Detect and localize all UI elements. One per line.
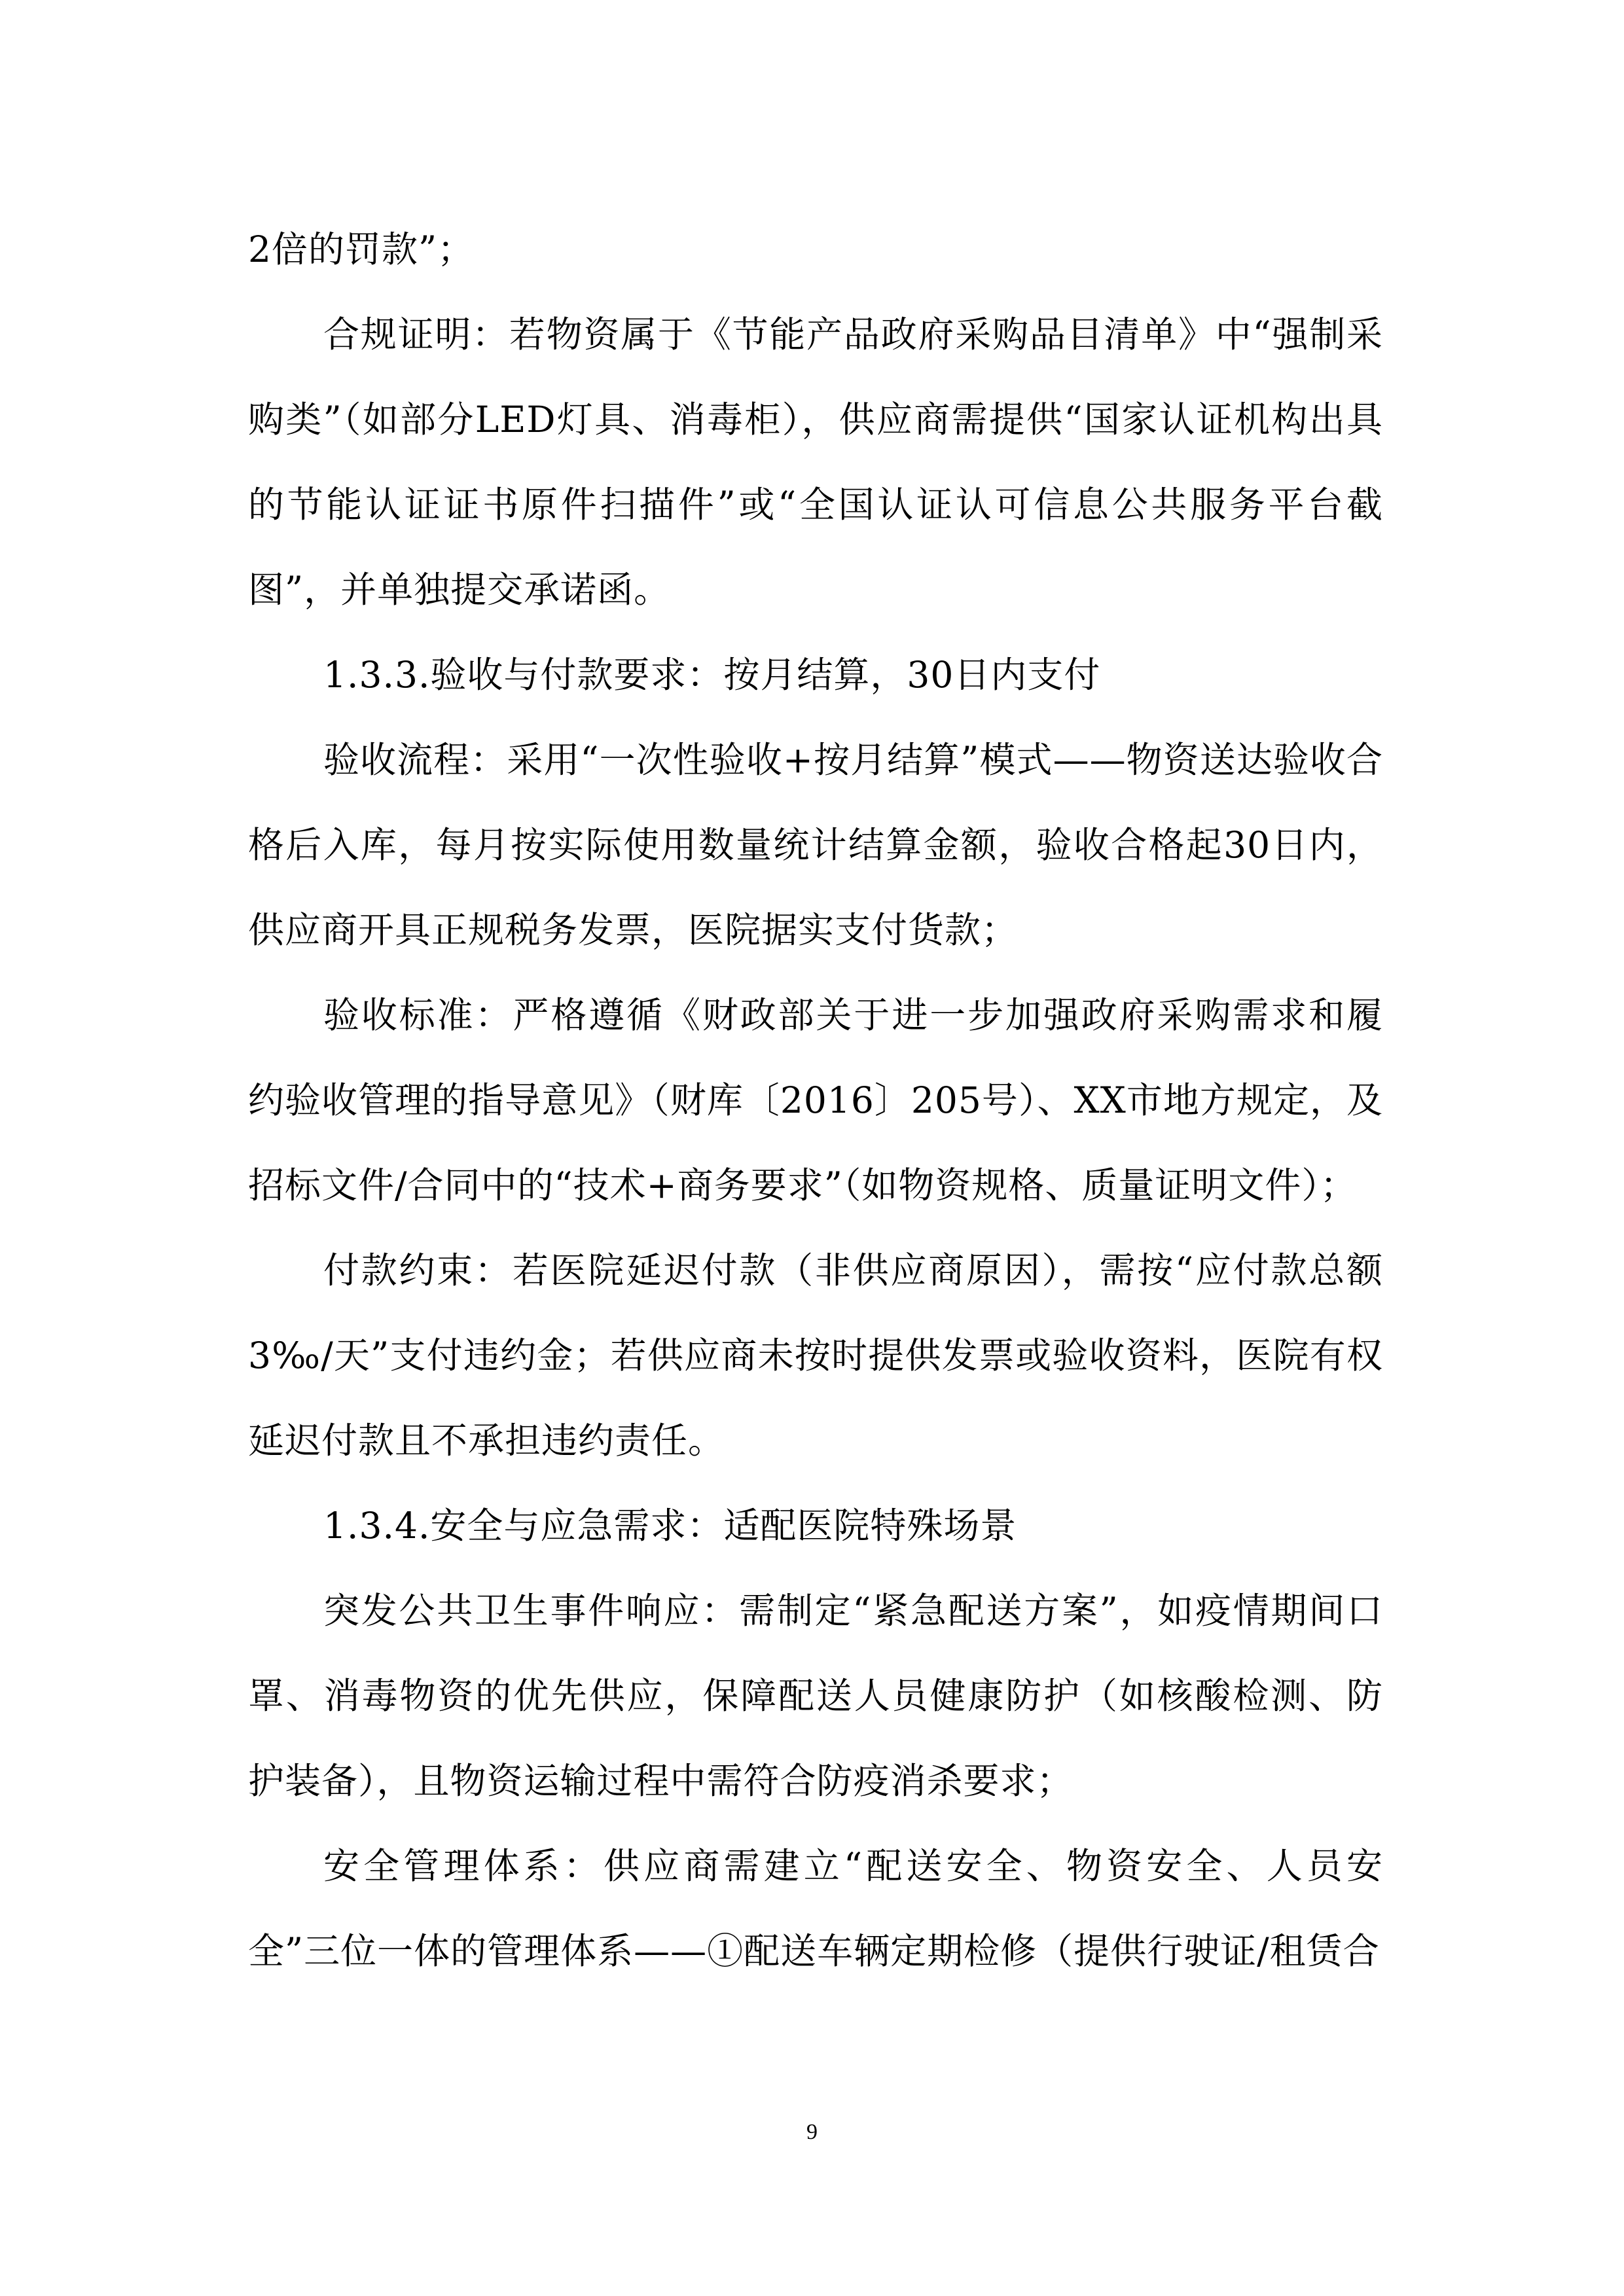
- paragraph-acceptance-standard: 验收标准：严格遵循《财政部关于进一步加强政府采购需求和履约验收管理的指导意见》（财库〔2016〕205号）、XX市地方规定，及招标文件/合同中的“技术+商务要求”（如物资规格、质量证明文件）；: [248, 994, 1383, 1206]
- section-heading-1-3-3: 1.3.3.验收与付款要求：按月结算，30日内支付: [323, 654, 1101, 696]
- section-heading-1-3-4: 1.3.4.安全与应急需求：适配医院特殊场景: [323, 1505, 1017, 1547]
- paragraph-compliance-proof: 合规证明：若物资属于《节能产品政府采购品目清单》中“强制采购类”（如部分LED灯具、消毒柜），供应商需提供“国家认证机构出具的节能认证证书原件扫描件”或“全国认证认可信息公共服务平台截图”，并单独提交承诺函。: [248, 314, 1383, 611]
- paragraph-payment-constraint: 付款约束：若医院延迟付款（非供应商原因），需按“应付款总额3‰/天”支付违约金；若供应商未按时提供发票或验收资料，医院有权延迟付款且不承担违约责任。: [248, 1249, 1383, 1462]
- page-body: [248, 207, 1383, 1994]
- page-number: 9: [806, 2120, 818, 2144]
- paragraph-continuation: 2倍的罚款”；: [248, 228, 475, 270]
- paragraph-safety-management: 安全管理体系：供应商需建立“配送安全、物资安全、人员安全”三位一体的管理体系——①配送车辆定期检修（提供行驶证/租赁合: [248, 1845, 1383, 1972]
- paragraph-acceptance-process: 验收流程：采用“一次性验收+按月结算”模式——物资送达验收合格后入库，每月按实际使用数量统计结算金额，验收合格起30日内，供应商开具正规税务发票，医院据实支付货款；: [248, 739, 1383, 951]
- paragraph-emergency-response: 突发公共卫生事件响应：需制定“紧急配送方案”，如疫情期间口罩、消毒物资的优先供应，保障配送人员健康防护（如核酸检测、防护装备），且物资运输过程中需符合防疫消杀要求；: [248, 1590, 1383, 1802]
